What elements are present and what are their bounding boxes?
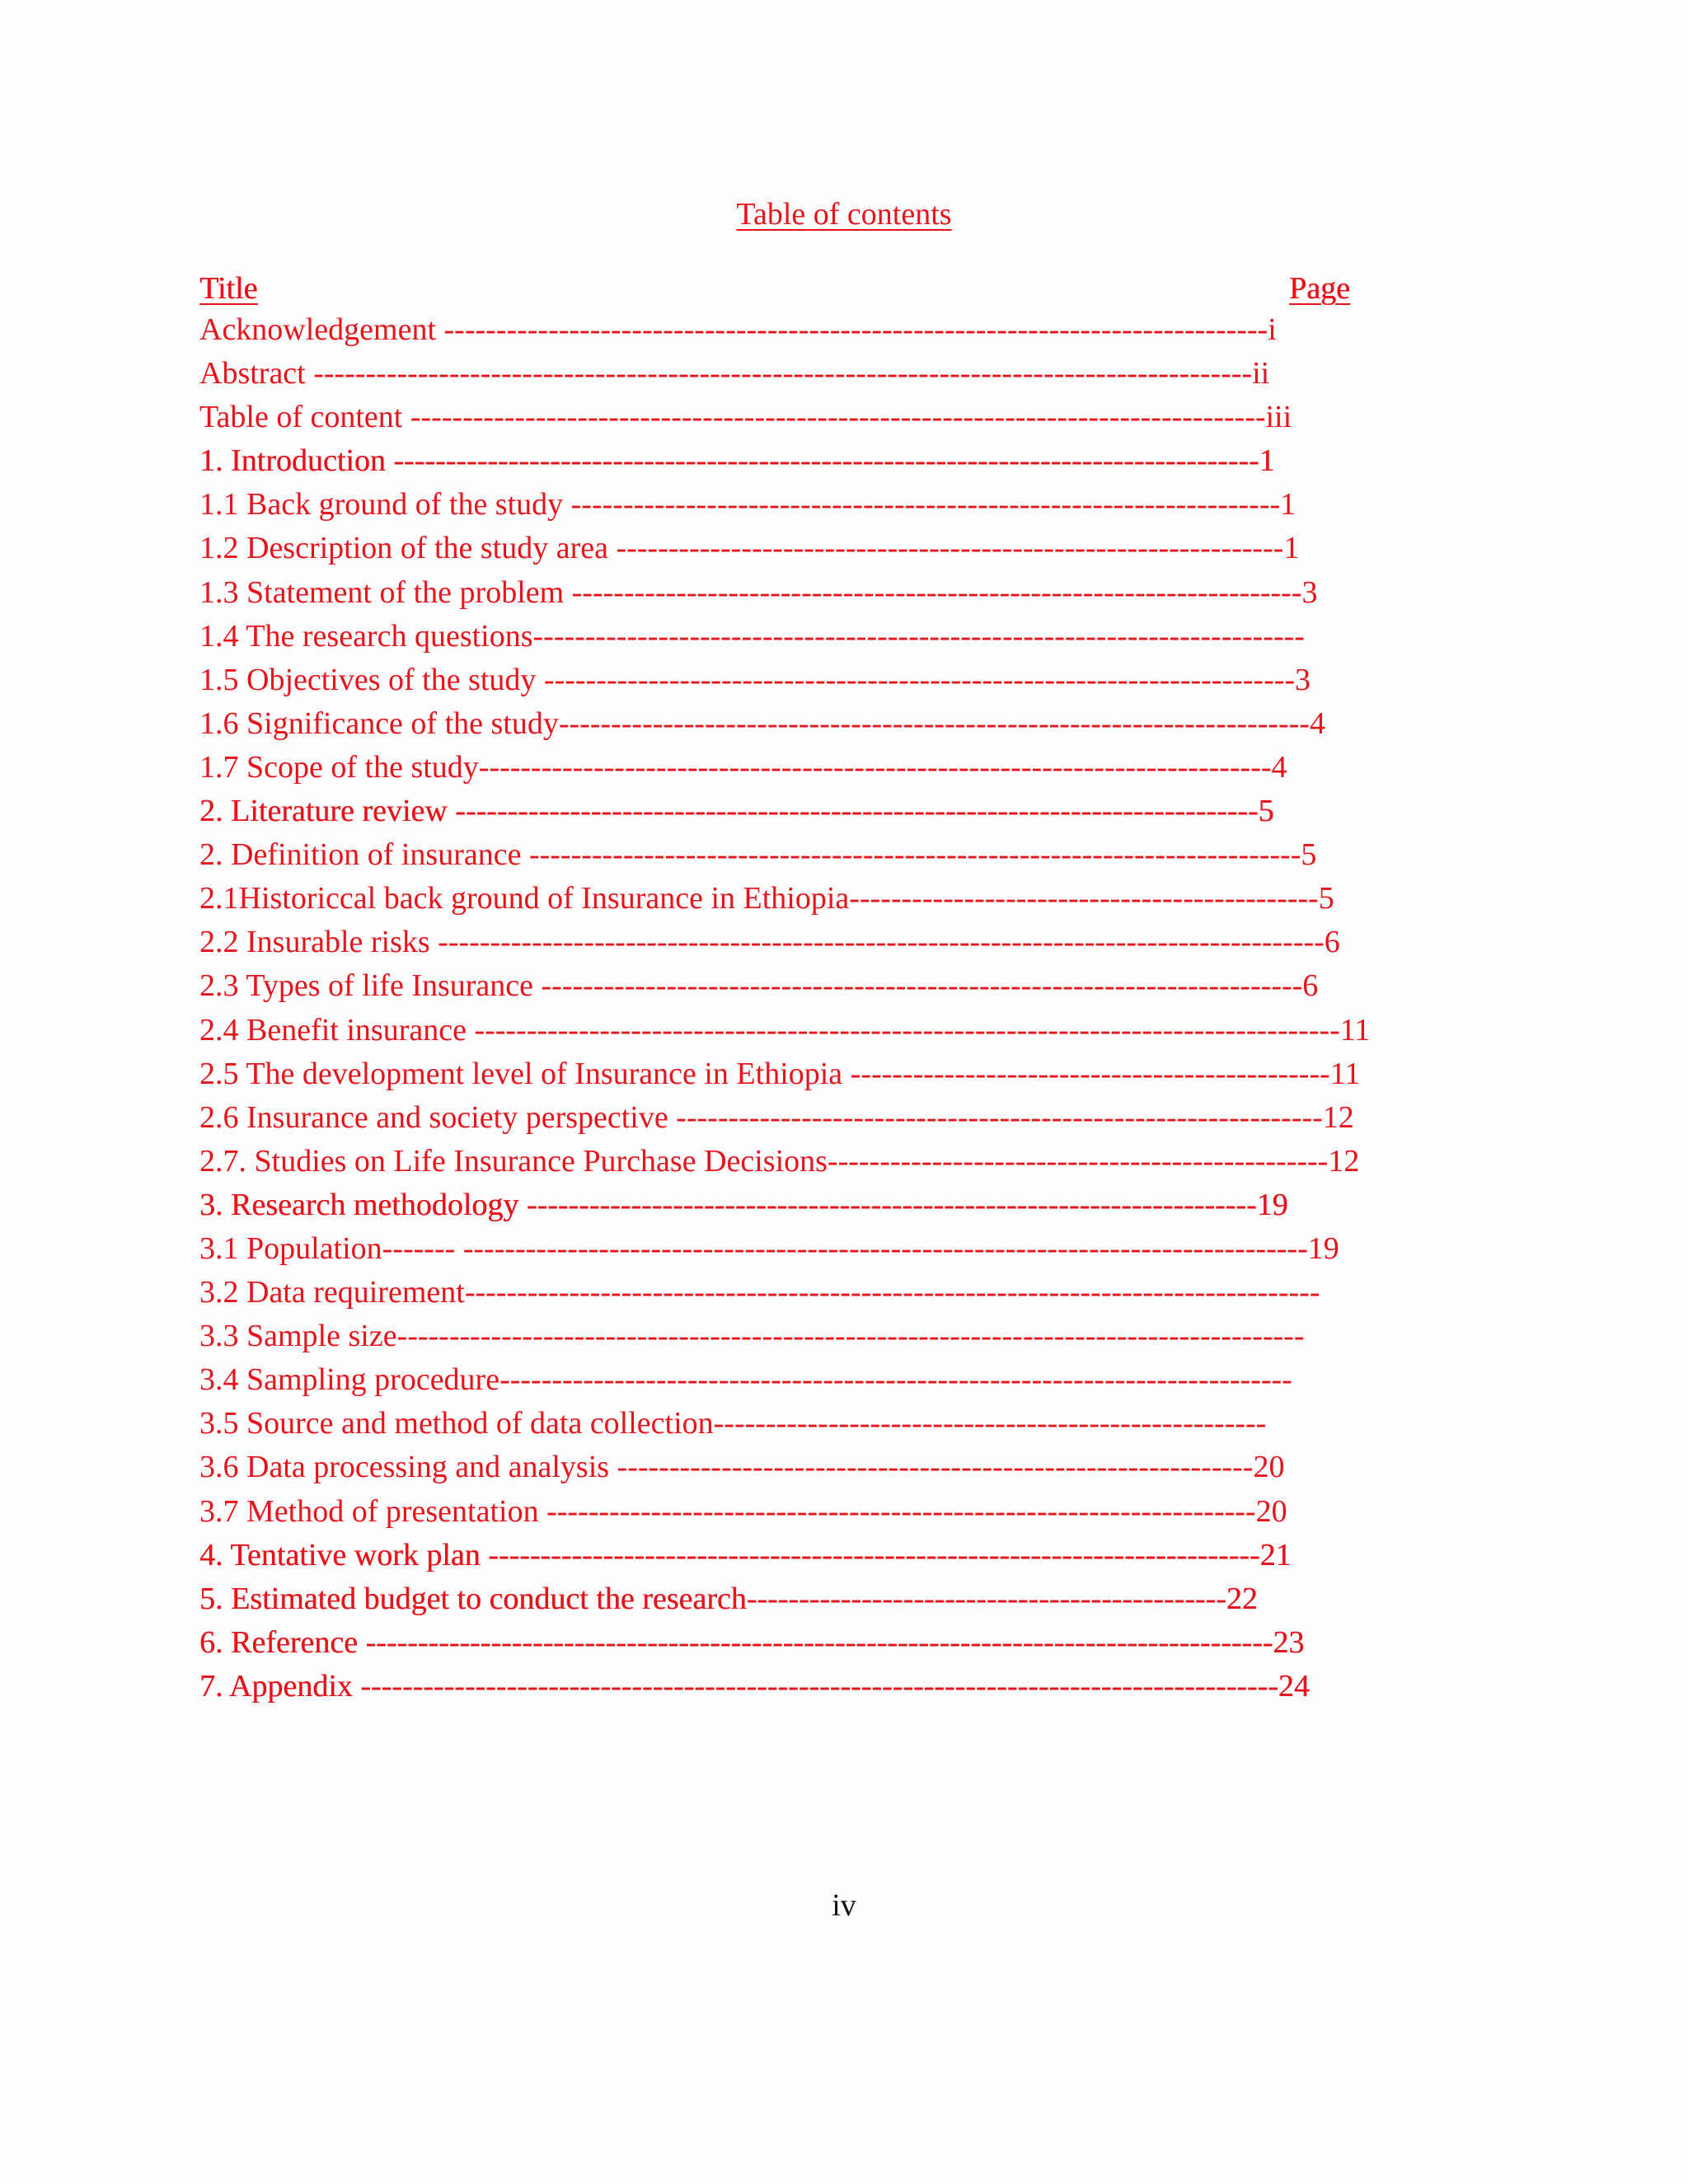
toc-entry: 6. Reference ---------------------------------------------------------------------------------------23 (199, 1624, 1305, 1660)
toc-entry: 2.1Historiccal back ground of Insurance in Ethiopia---------------------------------------------5 (199, 881, 1334, 916)
toc-entry: 1.2 Description of the study area ----------------------------------------------------------------1 (199, 531, 1300, 566)
toc-header (199, 265, 1370, 308)
toc-entry: Acknowledgement -------------------------------------------------------------------------------i (199, 312, 1277, 347)
toc-entry: 2.6 Insurance and society perspective --------------------------------------------------------------12 (199, 1099, 1354, 1135)
toc-entry: 1.5 Objectives of the study ------------------------------------------------------------------------3 (199, 662, 1311, 697)
toc-header-title: Title (199, 271, 258, 306)
toc-entry: 2.3 Types of life Insurance -------------------------------------------------------------------------6 (199, 968, 1319, 1004)
toc-entry: 1.3 Statement of the problem ----------------------------------------------------------------------3 (199, 574, 1318, 610)
toc-title: Table of contents (736, 197, 952, 232)
toc-entry: 3.1 Population------- ---------------------------------------------------------------------------------19 (199, 1230, 1339, 1266)
page-number: iv (832, 1888, 856, 1923)
table-of-contents (199, 265, 1370, 1708)
toc-entry: 2. Definition of insurance --------------------------------------------------------------------------5 (199, 837, 1317, 873)
toc-entry: 4. Tentative work plan --------------------------------------------------------------------------21 (199, 1537, 1292, 1572)
toc-entry: 3.2 Data requirement---------------------------------------------------------------------------------- (199, 1275, 1320, 1310)
toc-entry: 3. Research methodology ----------------------------------------------------------------------19 (199, 1187, 1288, 1222)
toc-entries (199, 308, 1370, 1708)
toc-entry: 2. Literature review -----------------------------------------------------------------------------5 (199, 794, 1274, 829)
toc-entry: 3.7 Method of presentation --------------------------------------------------------------------20 (199, 1493, 1287, 1529)
toc-entry: 5. Estimated budget to conduct the research----------------------------------------------22 (199, 1581, 1258, 1616)
toc-entry: 3.3 Sample size--------------------------------------------------------------------------------------- (199, 1319, 1305, 1354)
toc-entry: 2.5 The development level of Insurance in Ethiopia ----------------------------------------------11 (199, 1056, 1361, 1091)
toc-entry: 1.1 Back ground of the study --------------------------------------------------------------------1 (199, 487, 1296, 523)
toc-entry: 2.2 Insurable risks -------------------------------------------------------------------------------------6 (199, 925, 1340, 960)
toc-header-page: Page (1289, 271, 1350, 306)
toc-entry: 1.6 Significance of the study------------------------------------------------------------------------4 (199, 705, 1325, 741)
toc-entry: 1. Introduction -----------------------------------------------------------------------------------1 (199, 443, 1275, 479)
toc-entry: 3.6 Data processing and analysis -------------------------------------------------------------20 (199, 1450, 1285, 1485)
toc-entry: 7. Appendix ----------------------------------------------------------------------------------------24 (199, 1668, 1310, 1704)
toc-entry: 3.4 Sampling procedure---------------------------------------------------------------------------- (199, 1362, 1292, 1398)
toc-entry: Table of content ----------------------------------------------------------------------------------iii (199, 400, 1292, 435)
toc-entry: 1.7 Scope of the study----------------------------------------------------------------------------4 (199, 749, 1287, 785)
toc-entry: Abstract ------------------------------------------------------------------------------------------ii (199, 356, 1270, 391)
toc-entry: 1.4 The research questions-------------------------------------------------------------------------- (199, 618, 1305, 654)
toc-entry: 2.7. Studies on Life Insurance Purchase Decisions------------------------------------------------12 (199, 1143, 1360, 1179)
toc-entry: 3.5 Source and method of data collection----------------------------------------------------- (199, 1406, 1267, 1441)
toc-entry: 2.4 Benefit insurance -----------------------------------------------------------------------------------11 (199, 1012, 1370, 1047)
